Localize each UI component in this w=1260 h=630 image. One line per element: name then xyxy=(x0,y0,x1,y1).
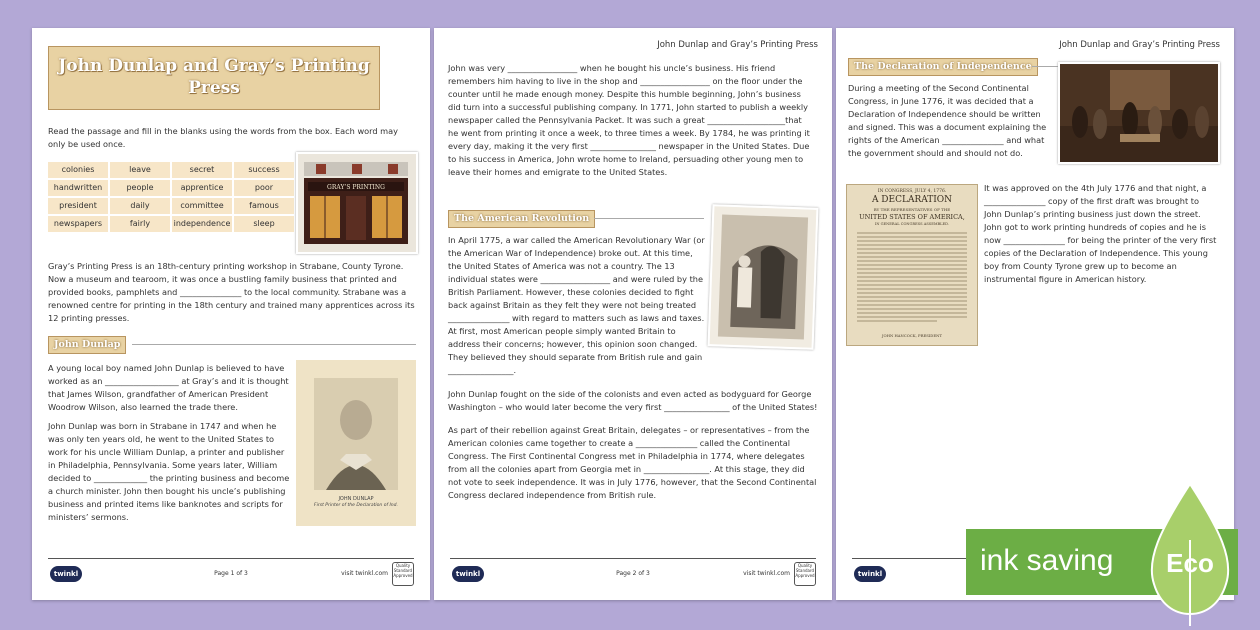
word-box-cell: independence xyxy=(172,216,232,232)
section-american-revolution xyxy=(448,210,704,226)
doc-body-lines xyxy=(857,231,967,329)
worksheet-title: John Dunlap and Gray’s Printing Press xyxy=(58,56,370,98)
paragraph: John Dunlap fought on the side of the colonists and even acted as bodyguard for George Washington – who would later become the very first ________________ of the United States! xyxy=(448,389,818,412)
eco-label: Eco xyxy=(1166,548,1214,578)
paragraph: A young local boy named John Dunlap is believed to have worked as an __________________ at Gray’s and it is thought that James Wilson, grandfather of American President Woodrow Wilson, also learned the trade there. xyxy=(48,363,289,412)
worksheet-page-2 xyxy=(434,28,832,600)
twinkl-logo[interactable]: twinkl xyxy=(452,566,484,582)
ink-saving-label: ink saving xyxy=(980,544,1114,577)
paragraph: It was approved on the 4th July 1776 and that night, a _______________ copy of the first draft was brought to John Dunlap’s printing business just down the street. John got to work printing hundreds of copies and he is now _______________ for being the printer of the very first copies of the Declaration of Independence. This young boy from County Tyrone grew up to become an instrumental figure in American history. xyxy=(984,183,1217,284)
george-washington-portrait xyxy=(708,204,819,350)
page-header: John Dunlap and Gray’s Printing Press xyxy=(657,40,818,50)
portrait-caption: JOHN DUNLAP xyxy=(338,496,374,502)
word-box-cell: success xyxy=(234,162,294,178)
word-box-cell: newspapers xyxy=(48,216,108,232)
doc-line: UNITED STATES OF AMERICA, xyxy=(859,213,965,221)
declaration-document xyxy=(846,184,978,346)
footer-divider xyxy=(48,558,414,559)
leaf-icon xyxy=(1142,480,1238,630)
page-number: Page 2 of 3 xyxy=(616,570,650,577)
instructions: Read the passage and fill in the blanks using the words from the box. Each word may only be used once. xyxy=(48,126,399,149)
word-box-cell: colonies xyxy=(48,162,108,178)
word-box-cell: president xyxy=(48,198,108,214)
footer-divider xyxy=(450,558,816,559)
word-box-cell: sleep xyxy=(234,216,294,232)
section-declaration xyxy=(848,58,1060,74)
printing-shop-photo xyxy=(296,152,418,254)
quality-stamp-icon: Quality Standard Approved xyxy=(392,562,414,586)
word-box-cell: daily xyxy=(110,198,170,214)
paragraph: In April 1775, a war called the American Revolutionary War (or the American War of Independence) broke out. At this time, the United States of America was not a country. The 13 individual states were _________________ and were ruled by the British Parliament. However, these colonies decided to fight back against Britain as they felt they were not being treated _______________ with regard to matters such as laws and taxes. At first, most American people simply wanted Britain to address their concerns; however, this opinion soon changed. They believed they should separate from British rule and gain ________________. xyxy=(448,235,705,375)
worksheet-page-1 xyxy=(32,28,430,600)
section-john-dunlap xyxy=(48,336,416,352)
section-title: The Declaration of Independence xyxy=(848,58,1038,76)
doc-line: IN CONGRESS, JULY 4, 1776. xyxy=(877,189,947,194)
doc-heading: A DECLARATION xyxy=(871,195,953,205)
section-divider xyxy=(132,344,416,345)
section-divider xyxy=(594,218,704,219)
paragraph: During a meeting of the Second Continental Congress, in June 1776, it was decided that a Declaration of Independence should be written and signed. This was a document explaining the rights of the American _______________ and what the government should and should not do. xyxy=(848,83,1047,158)
title-banner xyxy=(48,46,380,110)
intro-paragraph: Gray’s Printing Press is an 18th-century printing workshop in Strabane, County Tyrone. Now a museum and tearoom, it was once a bustling family business that printed and provided books, pamphlets and _______________ to the local community. Strabane was a renowned centre for printing in the 18th century and trained many apprentices across its 12 printing presses. xyxy=(48,261,415,323)
visit-link[interactable]: visit twinkl.com xyxy=(341,570,388,577)
word-box-cell: famous xyxy=(234,198,294,214)
word-box-cell: leave xyxy=(110,162,170,178)
word-box-cell: committee xyxy=(172,198,232,214)
twinkl-logo[interactable]: twinkl xyxy=(854,566,886,582)
word-box xyxy=(48,162,292,234)
word-box-cell: apprentice xyxy=(172,180,232,196)
word-box-cell: fairly xyxy=(110,216,170,232)
doc-line: BY THE REPRESENTATIVES OF THE xyxy=(873,207,951,212)
paragraph: As part of their rebellion against Great Britain, delegates – or representatives – from the American colonies came together to create a _______________ called the Continental Congress. The First Continental Congress met in Philadelphia in 1774, where delegates from all the colonies apart from Georgia met in ________________. At this stage, they did not vote to seek independence. It was in July 1776, however, that the Second Continental Congress declared independence from British rule. xyxy=(448,425,817,500)
twinkl-logo[interactable]: twinkl xyxy=(50,566,82,582)
doc-signature: JOHN HANCOCK, PRESIDENT xyxy=(882,333,942,338)
word-box-cell: handwritten xyxy=(48,180,108,196)
page-header: John Dunlap and Gray’s Printing Press xyxy=(1059,40,1220,50)
doc-line: IN GENERAL CONGRESS ASSEMBLED. xyxy=(874,222,950,226)
word-box-cell: poor xyxy=(234,180,294,196)
section-title: John Dunlap xyxy=(48,336,126,354)
shop-sign: GRAY’S PRINTING xyxy=(327,184,385,191)
john-dunlap-portrait xyxy=(296,360,416,526)
word-box-cell: people xyxy=(110,180,170,196)
word-box-cell: secret xyxy=(172,162,232,178)
visit-link[interactable]: visit twinkl.com xyxy=(743,570,790,577)
paragraph: John was very _________________ when he bought his uncle’s business. His friend remembers him having to live in the shop and _________________ on the floor under the counter until he made enough money. Despite this humble beginning, John’s business did turn into a successful publishing company. In 1771, John started to publish a weekly newspaper called the Pennsylvania Packet. It was such a great ___________________that he went from printing it once a week, to three times a week. By 1784, he was printing it every day, making it the very first ________________ newspaper in the United States. Due to his success in America, John wrote home to Ireland, persuading other young men to leave their homes and emigrate to the United States. xyxy=(448,63,810,177)
john-dunlap-text xyxy=(48,362,294,530)
quality-stamp-icon: Quality Standard Approved xyxy=(794,562,816,586)
section-divider xyxy=(1032,66,1060,67)
portrait-subcaption: First Printer of the Declaration of Ind. xyxy=(314,503,398,508)
page-number: Page 1 of 3 xyxy=(214,570,248,577)
declaration-painting xyxy=(1058,62,1220,164)
section-title: The American Revolution xyxy=(448,210,595,228)
paragraph: John Dunlap was born in Strabane in 1747 and when he was only ten years old, he went to the United States to work for his uncle William Dunlap, a printer and publisher in Philadelphia, Pennsylvania. Some years later, William decided to _____________ the printing business and become a church minister. John then bought his uncle’s publishing business and printed items like banknotes and scripts for ministers’ sermons. xyxy=(48,421,290,522)
